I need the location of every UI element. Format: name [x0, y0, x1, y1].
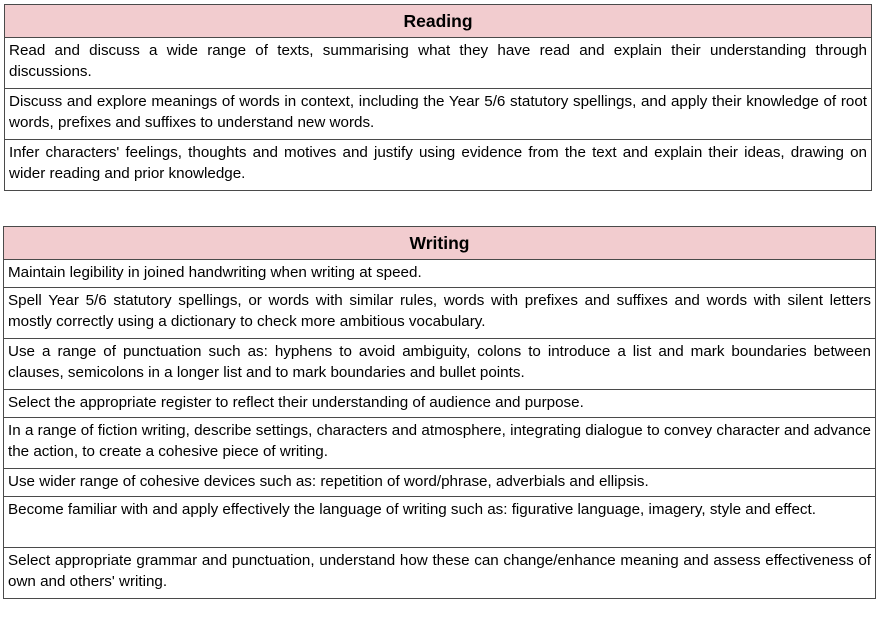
table-row	[4, 548, 876, 599]
writing-objective: In a range of fiction writing, describe settings, characters and atmosphere, integrating dialogue to convey character and advance the action, to create a cohesive piece of writing.	[4, 418, 876, 469]
reading-objective: Read and discuss a wide range of texts, summarising what they have read and explain their understanding through discussions.	[5, 38, 872, 89]
table-row	[5, 89, 872, 140]
writing-objective: Spell Year 5/6 statutory spellings, or words with similar rules, words with prefixes and suffixes and words with silent letters mostly correctly using a dictionary to check more ambitious vocabulary.	[4, 288, 876, 339]
writing-title: Writing	[4, 227, 876, 260]
reading-objective: Discuss and explore meanings of words in context, including the Year 5/6 statutory spellings, and apply their knowledge of root words, prefixes and suffixes to understand new words.	[5, 89, 872, 140]
reading-objective: Infer characters' feelings, thoughts and motives and justify using evidence from the text and explain their ideas, drawing on wider reading and prior knowledge.	[5, 140, 872, 191]
table-row	[4, 339, 876, 390]
table-row	[4, 390, 876, 418]
table-row	[4, 260, 876, 288]
reading-table	[4, 4, 872, 191]
writing-header-row	[4, 227, 876, 260]
writing-objective: Select the appropriate register to reflect their understanding of audience and purpose.	[4, 390, 876, 418]
table-row	[4, 288, 876, 339]
reading-title: Reading	[5, 5, 872, 38]
table-row	[5, 140, 872, 191]
writing-objective: Use a range of punctuation such as: hyphens to avoid ambiguity, colons to introduce a list and mark boundaries between clauses, semicolons in a longer list and to mark boundaries and bullet points.	[4, 339, 876, 390]
writing-objective: Use wider range of cohesive devices such as: repetition of word/phrase, adverbials and ellipsis.	[4, 469, 876, 497]
table-row	[4, 497, 876, 548]
table-row	[5, 38, 872, 89]
table-row	[4, 469, 876, 497]
writing-objective: Maintain legibility in joined handwriting when writing at speed.	[4, 260, 876, 288]
writing-objective: Become familiar with and apply effectively the language of writing such as: figurative language, imagery, style and effect.	[4, 497, 876, 548]
table-row	[4, 418, 876, 469]
writing-objective: Select appropriate grammar and punctuation, understand how these can change/enhance meaning and assess effectiveness of own and others' writing.	[4, 548, 876, 599]
reading-header-row	[5, 5, 872, 38]
writing-table	[3, 226, 876, 599]
